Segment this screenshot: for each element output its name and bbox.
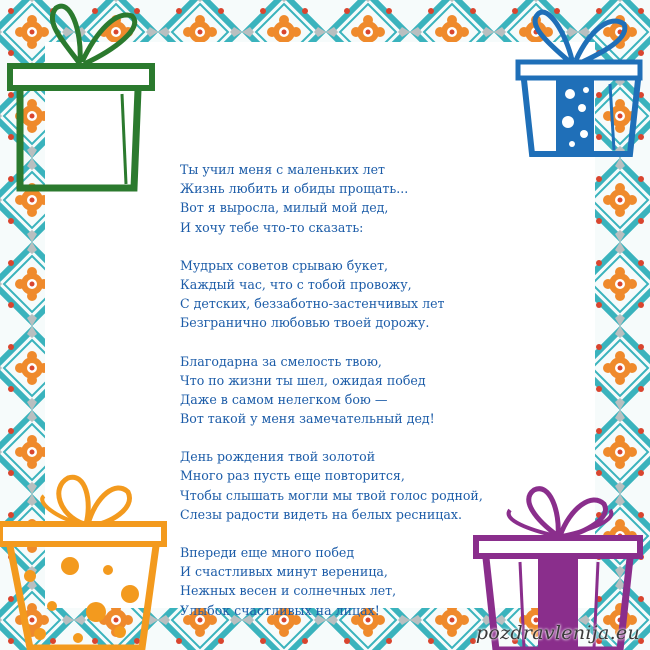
poem-line: Улыбок счастливых на лицах! — [180, 602, 380, 618]
poem-stanza — [180, 447, 540, 524]
gift-orange-icon — [0, 466, 172, 650]
poem-stanza — [180, 256, 540, 333]
poem-line: Нежных весен и солнечных лет, — [180, 583, 397, 599]
poem-line: Жизнь любить и обиды прощать... — [180, 181, 409, 197]
poem-text — [180, 160, 540, 639]
poem-line: Чтобы слышать могли мы твой голос родной, — [180, 487, 483, 503]
gift-blue-icon — [514, 4, 648, 160]
poem-line: Безгранично любовью твоей дорожу. — [180, 315, 430, 331]
poem-line: Вот такой у меня замечательный дед! — [180, 411, 435, 427]
poem-line: Мудрых советов срываю букет, — [180, 257, 389, 273]
poem-stanza — [180, 352, 540, 429]
poem-line: День рождения твой золотой — [180, 449, 376, 465]
poem-line: И хочу тебе что-то сказать: — [180, 219, 364, 235]
watermark: pozdravlenija.eu — [475, 622, 640, 644]
gift-green-icon — [4, 2, 156, 192]
poem-line: Много раз пусть еще повторится, — [180, 468, 405, 484]
poem-line: С детских, беззаботно-застенчивых лет — [180, 296, 445, 312]
poem-line: Слезы радости видеть на белых ресницах. — [180, 506, 462, 522]
poem-stanza — [180, 543, 540, 620]
poem-stanza — [180, 160, 540, 237]
poem-line: Ты учил меня с маленьких лет — [180, 162, 386, 177]
poem-line: Благодарна за смелость твою, — [180, 353, 382, 369]
poem-line: Впереди еще много побед — [180, 545, 355, 560]
poem-line: Что по жизни ты шел, ожидая побед — [180, 372, 426, 388]
poem-line: Даже в самом нелегком бою — — [180, 391, 388, 407]
poem-line: И счастливых минут вереница, — [180, 564, 388, 580]
poem-line: Вот я выросла, милый мой дед, — [180, 200, 389, 216]
poem-line: Каждый час, что с тобой провожу, — [180, 276, 412, 292]
